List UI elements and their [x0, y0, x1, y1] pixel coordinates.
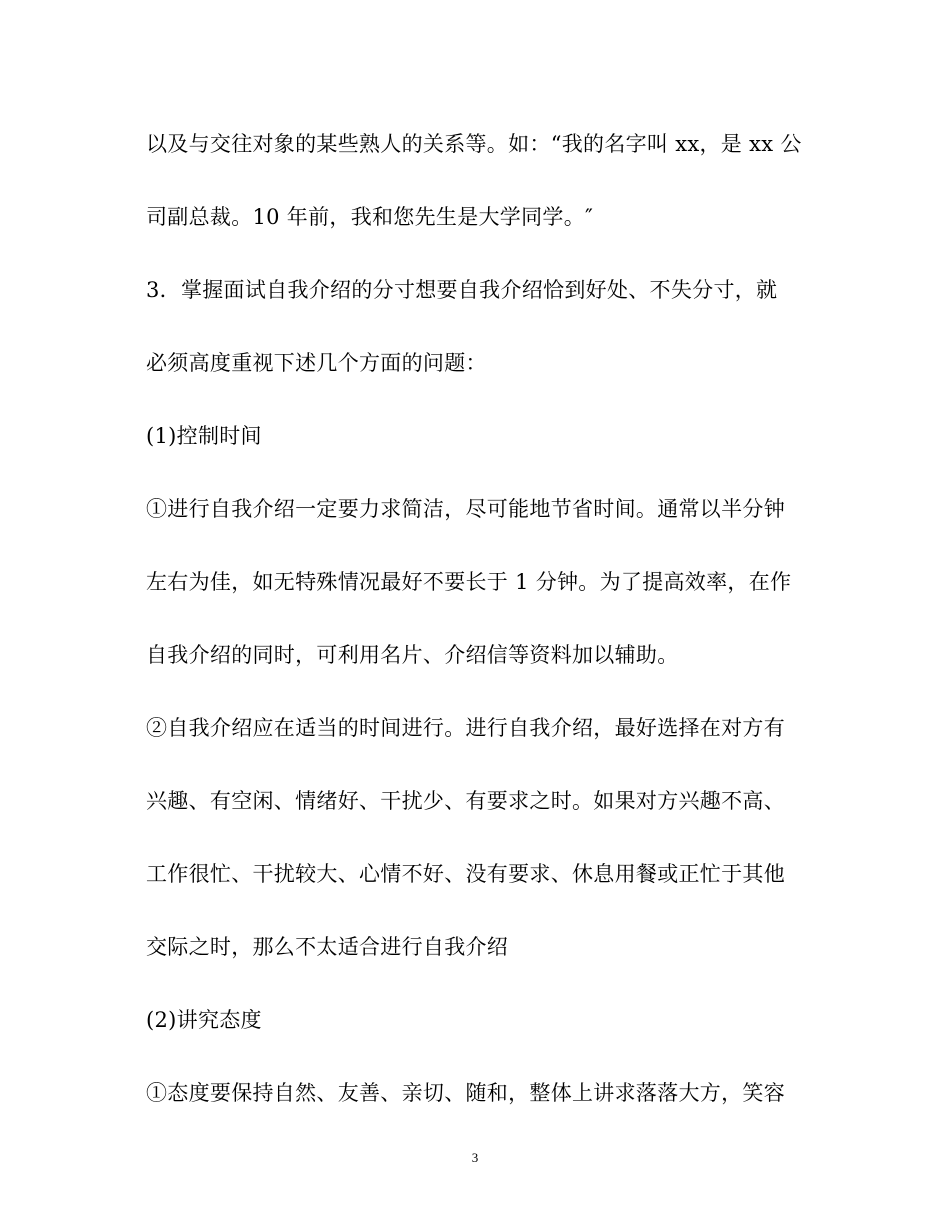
text-line: 左右为佳，如无特殊情况最好不要长于 1 分钟。为了提高效率，在作	[146, 570, 792, 594]
text-line: 兴趣、有空闲、情绪好、干扰少、有要求之时。如果对方兴趣不高、	[146, 789, 785, 813]
body-text	[146, 126, 811, 1148]
text-line: 以及与交往对象的某些熟人的关系等。如：“我的名字叫 xx，是 xx 公	[146, 132, 802, 156]
text-line: ①态度要保持自然、友善、亲切、随和，整体上讲求落落大方，笑容	[146, 1081, 785, 1105]
text-line: 必须高度重视下述几个方面的问题：	[146, 351, 487, 375]
text-line: 3．掌握面试自我介绍的分寸想要自我介绍恰到好处、不失分寸，就	[146, 278, 778, 302]
text-line: ②自我介绍应在适当的时间进行。进行自我介绍，最好选择在对方有	[146, 716, 785, 740]
text-line: ①进行自我介绍一定要力求简洁，尽可能地节省时间。通常以半分钟	[146, 497, 785, 521]
section-heading: (2)讲究态度	[146, 1008, 262, 1032]
text-line: 自我介绍的同时，可利用名片、介绍信等资料加以辅助。	[146, 643, 679, 667]
page-number: 3	[471, 1150, 479, 1165]
text-line: 交际之时，那么不太适合进行自我介绍	[146, 935, 509, 959]
section-heading: (1)控制时间	[146, 424, 262, 448]
text-line: 司副总裁。10 年前，我和您先生是大学同学。″	[146, 205, 594, 229]
text-line: 工作很忙、干扰较大、心情不好、没有要求、休息用餐或正忙于其他	[146, 862, 785, 886]
